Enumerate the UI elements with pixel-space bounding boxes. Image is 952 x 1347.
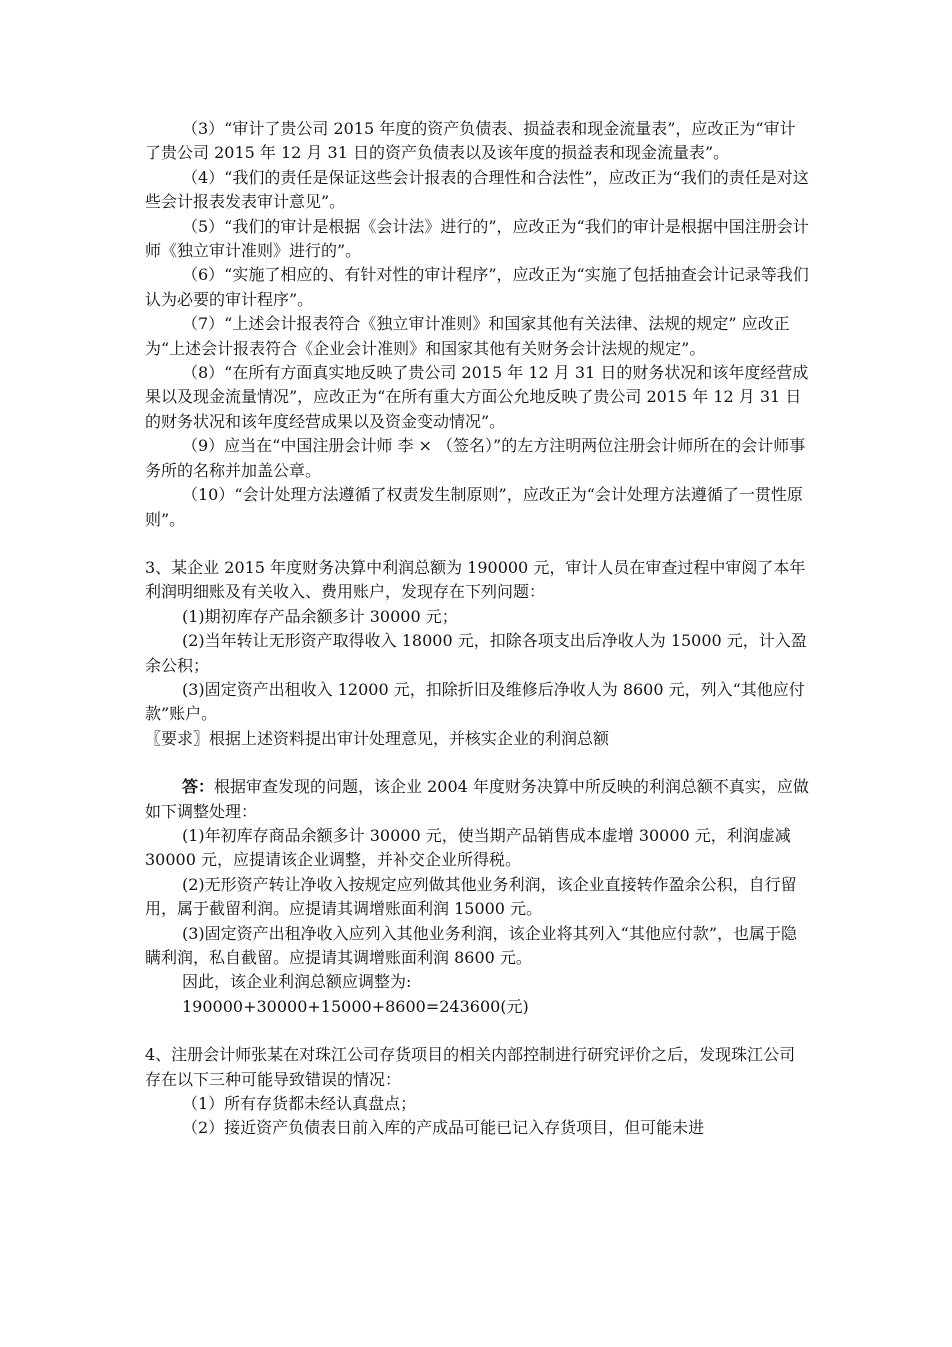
question-4-intro: 4、注册会计师张某在对珠江公司存货项目的相关内部控制进行研究评价之后，发现珠江公司存在以下三种可能导致错误的情况： — [145, 1045, 796, 1089]
answer-label: 答： — [182, 777, 215, 797]
answer-adjust-1: (1)年初库存商品余额多计 30000 元，使当期产品销售成本虚增 30000 元，利润虚减 30000 元，应提请该企业调整，并补交企业所得税。 — [145, 825, 791, 870]
answer-item-10: （10）“会计处理方法遵循了权责发生制原则”，应改正为“会计处理方法遵循了一贯性原则”。 — [145, 485, 803, 529]
question-4-item-1: （1）所有存货都未经认真盘点； — [182, 1094, 417, 1114]
spacer — [145, 1019, 810, 1043]
answer-adjust-2: (2)无形资产转让净收入按规定应列做其他业务利润，该企业直接转作盈余公积，自行留用，属于截留利润。应提请其调增账面利润 15000 元。 — [145, 874, 797, 919]
answer-item-8: （8）“在所有方面真实地反映了贵公司 2015 年 12 月 31 日的财务状况和该年度经营成果以及现金流量情况”，应改正为“在所有重大方面公允地反映了贵公司 2015 年 12 月 31 日的财务状况和该年度经营成果以及资金变动情况”。 — [145, 363, 809, 431]
question-3-intro: 3、某企业 2015 年度财务决算中利润总额为 190000 元，审计人员在审查过程中审阅了本年利润明细账及有关收入、费用账户，发现存在下列问题： — [145, 557, 806, 602]
answer-conclusion: 因此，该企业利润总额应调整为: — [182, 972, 412, 992]
question-3-item-1: (1)期初库存产品余额多计 30000 元； — [182, 606, 458, 626]
question-3-requirement: 〖要求〗根据上述资料提出审计处理意见，并核实企业的利润总额 — [145, 728, 610, 748]
answer-text: 根据审查发现的问题，该企业 2004 年度财务决算中所反映的利润总额不真实，应做如下调整处理： — [145, 777, 809, 821]
question-3-item-2: (2)当年转让无形资产取得收入 18000 元，扣除各项支出后净收人为 15000 元，计入盈余公积； — [145, 631, 807, 675]
spacer — [145, 532, 810, 556]
answer-adjust-3: (3)固定资产出租净收入应列入其他业务利润，该企业将其列入“其他应付款”，也属于隐瞒利润，私自截留。应提请其调增账面利润 8600 元。 — [145, 923, 798, 967]
answer-item-4: （4）“我们的责任是保证这些会计报表的合理性和合法性”，应改正为“我们的责任是对这些会计报表发表审计意见”。 — [145, 167, 809, 212]
answer-formula: 190000+30000+15000+8600=243600(元) — [182, 996, 529, 1016]
answer-paragraph — [145, 775, 810, 824]
question-4-item-2: （2）接近资产负债表日前入库的产成品可能已记入存货项目，但可能未进 — [182, 1118, 705, 1138]
answer-item-3: （3）“审计了贵公司 2015 年度的资产负债表、损益表和现金流量表”，应改正为“审计了贵公司 2015 年 12 月 31 日的资产负债表以及该年度的损益表和现金流量表”。 — [145, 119, 796, 163]
answer-item-9: （9）应当在“中国注册会计师 李 × （签名）”的左方注明两位注册会计师所在的会计师事务所的名称并加盖公章。 — [145, 436, 806, 480]
answer-item-5: （5）“我们的审计是根据《会计法》进行的”，应改正为“我们的审计是根据中国注册会计师《独立审计准则》进行的”。 — [145, 216, 809, 261]
question-3-item-3: (3)固定资产出租收入 12000 元，扣除折旧及维修后净收人为 8600 元，列入“其他应付款”账户。 — [145, 679, 805, 724]
document-body — [145, 117, 810, 1141]
answer-item-7: （7）“上述会计报表符合《独立审计准则》和国家其他有关法律、法规的规定” 应改正为“上述会计报表符合《企业会计准则》和国家其他有关财务会计法规的规定”。 — [145, 314, 790, 358]
spacer — [145, 751, 810, 775]
answer-item-6: （6）“实施了相应的、有针对性的审计程序”，应改正为“实施了包括抽查会计记录等我们认为必要的审计程序”。 — [145, 265, 809, 309]
